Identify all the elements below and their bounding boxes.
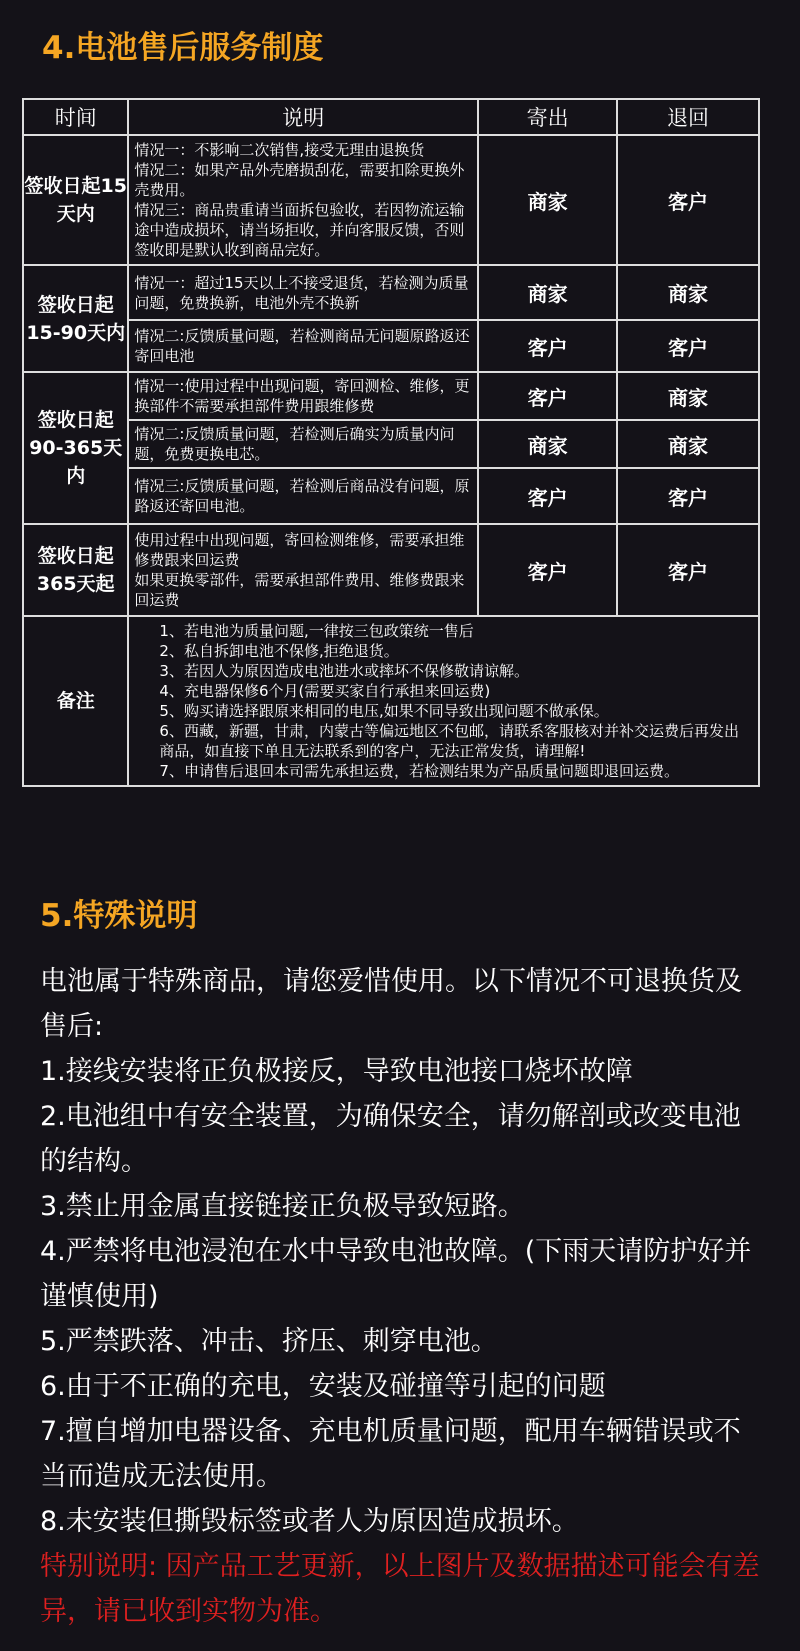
table-row xyxy=(23,420,759,468)
time-cell: 签收日起15天内 xyxy=(23,135,128,265)
header-send: 寄出 xyxy=(478,99,617,135)
header-desc: 说明 xyxy=(128,99,478,135)
desc-line: 情况一：不影响二次销售,接受无理由退换货 xyxy=(134,141,425,159)
desc-line: 使用过程中出现问题，寄回检测维修，需要承担维修费跟来回运费 xyxy=(134,531,465,569)
special-item: 4.严禁将电池浸泡在水中导致电池故障。(下雨天请防护好并谨慎使用) xyxy=(40,1236,752,1312)
table-row xyxy=(23,265,759,320)
special-item: 6.由于不正确的充电，安装及碰撞等引起的问题 xyxy=(40,1371,606,1402)
desc-line: 情况三:反馈质量问题，若检测后商品没有问题，原路返还寄回电池。 xyxy=(134,477,470,515)
note-item: 3、若因人为原因造成电池进水或摔坏不保修敬请谅解。 xyxy=(159,662,529,680)
special-item: 5.严禁跌落、冲击、挤压、刺穿电池。 xyxy=(40,1326,498,1357)
table-row xyxy=(23,372,759,420)
section-4-title: 4.电池售后服务制度 xyxy=(42,30,324,66)
desc-line: 情况二：如果产品外壳磨损刮花，需要扣除更换外壳费用。 xyxy=(134,161,465,199)
special-item: 8.未安装但撕毁标签或者人为原因造成损坏。 xyxy=(40,1506,579,1537)
note-item: 4、充电器保修6个月(需要买家自行承担来回运费) xyxy=(159,682,491,700)
special-warning: 特别说明: 因产品工艺更新，以上图片及数据描述可能会有差异，请已收到实物为准。 xyxy=(40,1551,760,1627)
desc-cell xyxy=(128,320,478,372)
return-cell: 客户 xyxy=(617,320,759,372)
after-sales-table xyxy=(22,98,760,787)
desc-line: 情况二:反馈质量问题，若检测商品无问题原路返还寄回电池 xyxy=(134,327,470,365)
special-intro: 电池属于特殊商品，请您爱惜使用。以下情况不可退换货及售后: xyxy=(40,966,742,1042)
table-header-row xyxy=(23,99,759,135)
special-item: 7.擅自增加电器设备、充电机质量问题，配用车辆错误或不当而造成无法使用。 xyxy=(40,1416,741,1492)
note-item: 5、购买请选择跟原来相同的电压,如果不同导致出现问题不做承保。 xyxy=(159,702,609,720)
note-item: 6、西藏，新疆，甘肃，内蒙古等偏远地区不包邮，请联系客服核对并补交运费后再发出商品，如直接下单且无法联系到的客户，无法正常发货，请理解! xyxy=(159,722,739,760)
return-cell: 商家 xyxy=(617,372,759,420)
send-cell: 客户 xyxy=(478,524,617,616)
desc-cell xyxy=(128,372,478,420)
time-cell: 签收日起15-90天内 xyxy=(23,265,128,372)
notes-row xyxy=(23,616,759,786)
desc-line: 情况三：商品贵重请当面拆包验收，若因物流运输途中造成损坏，请当场拒收，并向客服反馈，否则签收即是默认收到商品完好。 xyxy=(134,201,465,259)
desc-cell xyxy=(128,265,478,320)
return-cell: 商家 xyxy=(617,420,759,468)
note-item: 2、私自拆卸电池不保修,拒绝退货。 xyxy=(159,642,399,660)
section-5-title: 5.特殊说明 xyxy=(40,898,198,934)
desc-cell xyxy=(128,524,478,616)
table-row xyxy=(23,320,759,372)
time-cell: 签收日起90-365天内 xyxy=(23,372,128,524)
return-cell: 客户 xyxy=(617,524,759,616)
desc-line: 情况一:使用过程中出现问题，寄回测检、维修，更换部件不需要承担部件费用跟维修费 xyxy=(134,377,470,415)
desc-line: 情况二:反馈质量问题，若检测后确实为质量内问题，免费更换电芯。 xyxy=(134,425,455,463)
desc-cell xyxy=(128,468,478,524)
return-cell: 客户 xyxy=(617,135,759,265)
special-notes xyxy=(40,959,760,1634)
notes-label: 备注 xyxy=(23,616,128,786)
special-item: 2.电池组中有安全装置，为确保安全，请勿解剖或改变电池的结构。 xyxy=(40,1101,741,1177)
send-cell: 客户 xyxy=(478,468,617,524)
send-cell: 客户 xyxy=(478,372,617,420)
table-row xyxy=(23,135,759,265)
table-row xyxy=(23,468,759,524)
return-cell: 商家 xyxy=(617,265,759,320)
special-item: 1.接线安装将正负极接反，导致电池接口烧坏故障 xyxy=(40,1056,633,1087)
send-cell: 商家 xyxy=(478,265,617,320)
table-row xyxy=(23,524,759,616)
desc-line: 情况一：超过15天以上不接受退货，若检测为质量问题，免费换新，电池外壳不换新 xyxy=(134,273,469,312)
special-item: 3.禁止用金属直接链接正负极导致短路。 xyxy=(40,1191,525,1222)
send-cell: 商家 xyxy=(478,420,617,468)
note-item: 7、申请售后退回本司需先承担运费，若检测结果为产品质量问题即退回运费。 xyxy=(159,762,679,780)
desc-cell xyxy=(128,135,478,265)
desc-cell xyxy=(128,420,478,468)
send-cell: 商家 xyxy=(478,135,617,265)
return-cell: 客户 xyxy=(617,468,759,524)
time-cell: 签收日起365天起 xyxy=(23,524,128,616)
desc-line: 如果更换零部件，需要承担部件费用、维修费跟来回运费 xyxy=(134,571,465,609)
note-item: 1、若电池为质量问题,一律按三包政策统一售后 xyxy=(159,622,474,640)
header-time: 时间 xyxy=(23,99,128,135)
send-cell: 客户 xyxy=(478,320,617,372)
notes-content xyxy=(128,616,759,786)
header-return: 退回 xyxy=(617,99,759,135)
